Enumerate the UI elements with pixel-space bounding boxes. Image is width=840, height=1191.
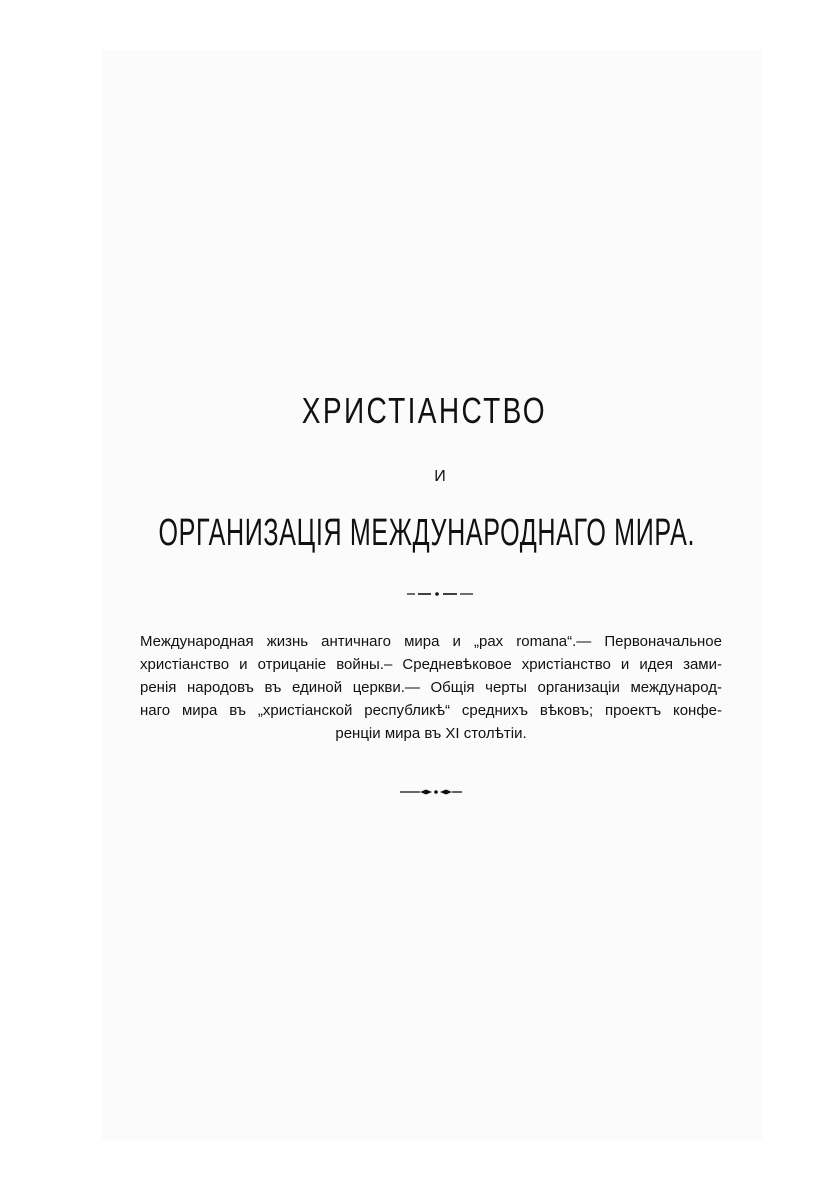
summary-line: наго мира въ „христіанской республикѣ“ среднихъ вѣковъ; проектъ конфе-: [140, 702, 722, 719]
ornament-top-icon: [407, 590, 473, 598]
chapter-summary: [140, 630, 722, 745]
summary-line: Международная жизнь античнаго мира и „pax romana“.— Первоначальное: [140, 633, 722, 650]
title-conjunction: И: [434, 468, 446, 485]
page-title: ХРИСТІАНСТВО: [301, 390, 547, 431]
summary-line: ренціи мира въ XI столѣтіи.: [335, 725, 527, 742]
summary-line: ренія народовъ въ единой церкви.— Общія черты организаціи международ-: [140, 679, 722, 696]
page-subtitle: ОРГАНИЗАЦІЯ МЕЖДУНАРОДНАГО МИРА.: [158, 512, 696, 554]
ornament-bottom-icon: [400, 787, 462, 797]
summary-line: христіанство и отрицаніе войны.– Средневѣковое христіанство и идея зами-: [140, 656, 722, 673]
